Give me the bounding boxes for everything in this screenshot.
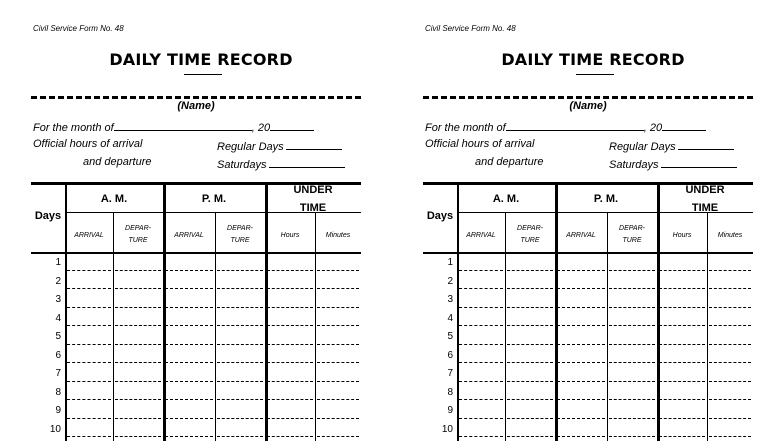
year-blank[interactable] xyxy=(270,120,314,131)
pm-undertime-divider xyxy=(265,182,268,441)
entry-line xyxy=(67,399,111,400)
pm-header: P. M. xyxy=(593,193,619,205)
entry-line xyxy=(557,381,605,382)
pm-departure-header-line1: DEPAR- xyxy=(619,225,645,232)
entry-line xyxy=(67,418,111,419)
entry-line xyxy=(557,418,605,419)
entry-line xyxy=(709,436,751,437)
entry-line xyxy=(165,288,213,289)
entry-line xyxy=(557,436,605,437)
entry-line xyxy=(115,307,161,308)
entry-line xyxy=(609,325,655,326)
entry-line xyxy=(609,270,655,271)
name-caption: (Name) xyxy=(177,100,215,112)
saturdays-label: Saturdays xyxy=(217,159,267,171)
entry-line xyxy=(267,270,313,271)
official-hours-label: Official hours of arrival xyxy=(33,138,143,150)
day-number: 8 xyxy=(55,386,61,398)
am-pm-divider xyxy=(163,182,166,441)
entry-line xyxy=(267,288,313,289)
pm-departure-header-line1: DEPAR- xyxy=(227,225,253,232)
regular-days-blank[interactable] xyxy=(678,139,734,150)
day-number: 6 xyxy=(55,349,61,361)
am-pm-divider xyxy=(555,182,558,441)
entry-line xyxy=(165,270,213,271)
day-number: 1 xyxy=(447,257,453,268)
entry-line xyxy=(507,362,553,363)
entry-line xyxy=(267,399,313,400)
entry-line xyxy=(115,288,161,289)
entry-line xyxy=(659,307,705,308)
entry-line xyxy=(609,436,655,437)
entry-line xyxy=(709,307,751,308)
entry-line xyxy=(459,436,503,437)
entry-line xyxy=(67,270,111,271)
dtr-form-right xyxy=(423,0,763,441)
day-number: 9 xyxy=(447,405,453,416)
entry-line xyxy=(507,418,553,419)
pm-column-divider xyxy=(215,212,216,441)
entry-line xyxy=(67,381,111,382)
entry-line xyxy=(115,362,161,363)
entry-line xyxy=(659,344,705,345)
entry-line xyxy=(317,270,359,271)
month-blank[interactable] xyxy=(114,120,252,131)
day-number: 4 xyxy=(55,312,61,324)
entry-line xyxy=(217,436,263,437)
entry-line xyxy=(165,325,213,326)
entry-line xyxy=(217,288,263,289)
entry-line xyxy=(659,399,705,400)
saturdays-label: Saturdays xyxy=(609,159,659,171)
month-label: For the month of xyxy=(33,122,114,134)
entry-line xyxy=(459,288,503,289)
entry-line xyxy=(459,418,503,419)
entry-line xyxy=(659,325,705,326)
entry-line xyxy=(217,307,263,308)
entry-line xyxy=(557,307,605,308)
entry-line xyxy=(217,325,263,326)
entry-line xyxy=(317,288,359,289)
entry-line xyxy=(317,307,359,308)
undertime-header-line1: UNDER xyxy=(293,184,333,196)
am-arrival-header: ARRIVAL xyxy=(74,232,104,239)
entry-line xyxy=(659,288,705,289)
entry-line xyxy=(67,307,111,308)
form-title: DAILY TIME RECORD xyxy=(109,50,293,69)
days-column-divider xyxy=(65,182,67,441)
month-label: For the month of xyxy=(425,122,506,134)
form-number-label: Civil Service Form No. 48 xyxy=(425,24,516,33)
entry-line xyxy=(267,381,313,382)
undertime-hours-header: Hours xyxy=(280,232,300,239)
undertime-hours-header: Hours xyxy=(672,232,692,239)
entry-line xyxy=(507,381,553,382)
saturdays-row xyxy=(217,157,345,171)
entry-line xyxy=(165,307,213,308)
month-row xyxy=(425,120,706,134)
entry-line xyxy=(267,325,313,326)
entry-line xyxy=(709,418,751,419)
am-column-divider xyxy=(113,212,114,441)
form-number-label: Civil Service Form No. 48 xyxy=(33,24,124,33)
entry-line xyxy=(115,381,161,382)
entry-line xyxy=(659,362,705,363)
day-number: 2 xyxy=(55,275,61,287)
entry-line xyxy=(659,381,705,382)
pm-departure-header-line2: TURE xyxy=(230,237,250,244)
and-departure-label: and departure xyxy=(475,156,544,168)
undertime-column-divider xyxy=(707,212,708,441)
entry-line xyxy=(709,362,751,363)
entry-line xyxy=(557,270,605,271)
entry-line xyxy=(115,344,161,345)
entry-line xyxy=(709,381,751,382)
entry-line xyxy=(609,362,655,363)
entry-line xyxy=(609,381,655,382)
time-record-table xyxy=(423,182,753,441)
entry-line xyxy=(459,399,503,400)
undertime-minutes-header: Minutes xyxy=(717,232,743,239)
regular-days-label: Regular Days xyxy=(217,141,284,153)
entry-line xyxy=(459,307,503,308)
entry-line xyxy=(557,399,605,400)
entry-line xyxy=(507,325,553,326)
entry-line xyxy=(115,418,161,419)
title-underline xyxy=(576,74,614,75)
entry-line xyxy=(165,418,213,419)
entry-line xyxy=(507,436,553,437)
pm-undertime-divider xyxy=(657,182,660,441)
day-number: 2 xyxy=(447,275,453,287)
entry-line xyxy=(709,325,751,326)
saturdays-blank[interactable] xyxy=(269,157,345,168)
entry-line xyxy=(67,436,111,437)
entry-line xyxy=(165,436,213,437)
entry-line xyxy=(659,436,705,437)
day-number: 5 xyxy=(447,331,453,342)
title-underline xyxy=(184,74,222,75)
name-blank-line[interactable] xyxy=(423,96,753,99)
entry-line xyxy=(217,362,263,363)
header-bottom-border xyxy=(31,252,361,254)
entry-line xyxy=(659,270,705,271)
entry-line xyxy=(709,399,751,400)
day-number: 5 xyxy=(55,331,61,342)
day-number: 6 xyxy=(447,349,453,361)
entry-line xyxy=(115,270,161,271)
entry-line xyxy=(267,307,313,308)
day-number: 9 xyxy=(55,405,61,416)
pm-header: P. M. xyxy=(201,193,227,205)
year-blank[interactable] xyxy=(662,120,706,131)
am-arrival-header: ARRIVAL xyxy=(466,232,496,239)
day-number: 8 xyxy=(447,386,453,398)
entry-line xyxy=(459,270,503,271)
am-departure-header-line1: DEPAR- xyxy=(517,225,543,232)
entry-line xyxy=(507,288,553,289)
entry-line xyxy=(507,399,553,400)
official-hours-label: Official hours of arrival xyxy=(425,138,535,150)
entry-line xyxy=(557,288,605,289)
entry-line xyxy=(609,288,655,289)
day-number: 3 xyxy=(55,294,61,305)
entry-line xyxy=(67,344,111,345)
undertime-header-line2: TIME xyxy=(691,202,719,214)
entry-line xyxy=(709,288,751,289)
entry-line xyxy=(115,436,161,437)
days-header: Days xyxy=(426,210,454,222)
entry-line xyxy=(609,344,655,345)
undertime-header-line2: TIME xyxy=(299,202,327,214)
regular-days-label: Regular Days xyxy=(609,141,676,153)
undertime-header-line1: UNDER xyxy=(685,184,725,196)
entry-line xyxy=(459,344,503,345)
days-column-divider xyxy=(457,182,459,441)
entry-line xyxy=(317,381,359,382)
am-departure-header-line2: TURE xyxy=(128,237,148,244)
header-bottom-border xyxy=(423,252,753,254)
day-number: 4 xyxy=(447,312,453,324)
entry-line xyxy=(507,344,553,345)
saturdays-row xyxy=(609,157,737,171)
entry-line xyxy=(317,436,359,437)
day-number: 10 xyxy=(49,423,61,435)
day-number: 10 xyxy=(441,423,453,435)
entry-line xyxy=(709,270,751,271)
entry-line xyxy=(217,270,263,271)
entry-line xyxy=(217,344,263,345)
entry-line xyxy=(67,325,111,326)
entry-line xyxy=(557,344,605,345)
entry-line xyxy=(317,399,359,400)
am-header: A. M. xyxy=(492,193,520,205)
entry-line xyxy=(459,325,503,326)
form-title: DAILY TIME RECORD xyxy=(501,50,685,69)
month-row xyxy=(33,120,314,134)
entry-line xyxy=(609,418,655,419)
am-header: A. M. xyxy=(100,193,128,205)
days-header: Days xyxy=(34,210,62,222)
entry-line xyxy=(217,381,263,382)
entry-line xyxy=(459,362,503,363)
month-blank[interactable] xyxy=(506,120,644,131)
entry-line xyxy=(267,344,313,345)
am-departure-header-line2: TURE xyxy=(520,237,540,244)
entry-line xyxy=(67,362,111,363)
entry-line xyxy=(609,307,655,308)
pm-arrival-header: ARRIVAL xyxy=(174,232,204,239)
am-column-divider xyxy=(505,212,506,441)
undertime-column-divider xyxy=(315,212,316,441)
name-blank-line[interactable] xyxy=(31,96,361,99)
entry-line xyxy=(165,344,213,345)
entry-line xyxy=(267,362,313,363)
entry-line xyxy=(609,399,655,400)
saturdays-blank[interactable] xyxy=(661,157,737,168)
pm-departure-header-line2: TURE xyxy=(622,237,642,244)
day-number: 7 xyxy=(447,368,453,379)
day-number: 3 xyxy=(447,294,453,305)
entry-line xyxy=(165,381,213,382)
entry-line xyxy=(67,288,111,289)
day-number: 7 xyxy=(55,368,61,379)
name-caption: (Name) xyxy=(569,100,607,112)
pm-column-divider xyxy=(607,212,608,441)
regular-days-row xyxy=(217,139,342,153)
entry-line xyxy=(507,270,553,271)
entry-line xyxy=(267,436,313,437)
entry-line xyxy=(267,418,313,419)
entry-line xyxy=(317,418,359,419)
dtr-form-left xyxy=(31,0,371,441)
entry-line xyxy=(317,344,359,345)
entry-line xyxy=(659,418,705,419)
year-prefix: , 20 xyxy=(643,122,663,134)
entry-line xyxy=(317,325,359,326)
undertime-minutes-header: Minutes xyxy=(325,232,351,239)
entry-line xyxy=(115,399,161,400)
entry-line xyxy=(165,399,213,400)
am-departure-header-line1: DEPAR- xyxy=(125,225,151,232)
entry-line xyxy=(165,362,213,363)
and-departure-label: and departure xyxy=(83,156,152,168)
regular-days-row xyxy=(609,139,734,153)
entry-line xyxy=(317,362,359,363)
regular-days-blank[interactable] xyxy=(286,139,342,150)
entry-line xyxy=(557,362,605,363)
day-number: 1 xyxy=(55,257,61,268)
pm-arrival-header: ARRIVAL xyxy=(566,232,596,239)
entry-line xyxy=(709,344,751,345)
entry-line xyxy=(115,325,161,326)
entry-line xyxy=(217,399,263,400)
entry-line xyxy=(217,418,263,419)
time-record-table xyxy=(31,182,361,441)
entry-line xyxy=(557,325,605,326)
year-prefix: , 20 xyxy=(251,122,271,134)
entry-line xyxy=(459,381,503,382)
entry-line xyxy=(507,307,553,308)
